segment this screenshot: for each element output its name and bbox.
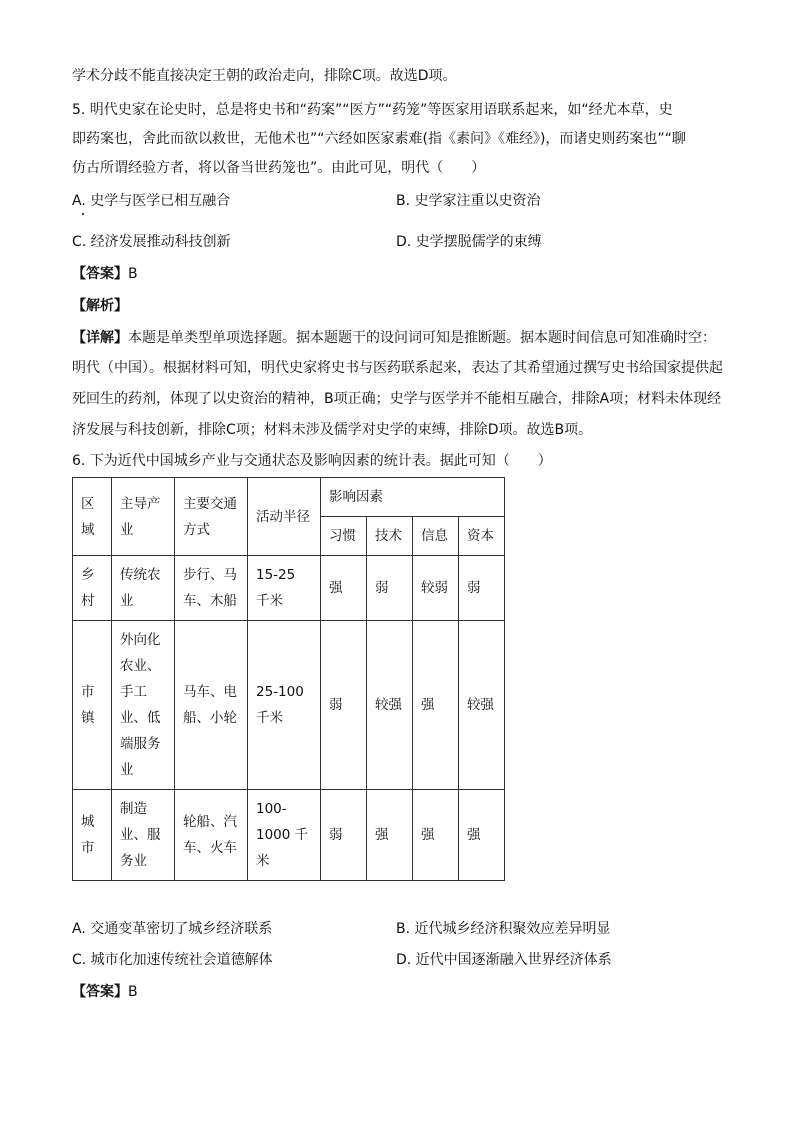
- detail-5-line: 明代（中国）。根据材料可知，明代史家将史书与医药联系起来，表达了其希望通过撰写史书给国家提供起: [72, 360, 723, 376]
- table-header-row: [73, 478, 505, 517]
- q5-option-b: B. 史学家注重以史资治: [396, 193, 541, 209]
- cell-region: 市镇: [73, 621, 112, 790]
- cell-info: 强: [413, 621, 459, 790]
- header-info: 信息: [413, 517, 459, 556]
- cell-habit: 弱: [321, 621, 367, 790]
- cell-transport: 步行、马车、木船: [175, 556, 248, 621]
- cell-capital: 弱: [459, 556, 505, 621]
- cell-habit: 强: [321, 556, 367, 621]
- cell-habit: 弱: [321, 790, 367, 881]
- analysis-tag: 【解析】: [72, 298, 128, 314]
- detail-text: 本题是单类型单项选择题。据本题题干的设问词可知是推断题。据本题时间信息可知准确时空：: [128, 330, 716, 346]
- cell-transport: 轮船、汽车、火车: [175, 790, 248, 881]
- answer-6: [72, 982, 732, 1002]
- table-row: [73, 556, 505, 621]
- answer-value: B: [128, 266, 138, 282]
- question-5-stem: 仿古所谓经验方者，将以备当世药笼也”。由此可见，明代（ ）: [72, 160, 486, 176]
- stray-dot: [82, 213, 84, 215]
- header-tech: 技术: [367, 517, 413, 556]
- cell-capital: 强: [459, 790, 505, 881]
- cell-tech: 较强: [367, 621, 413, 790]
- detail-5-line: [72, 328, 732, 348]
- header-industry: 主导产业: [112, 478, 175, 556]
- detail-5-line: 济发展与科技创新，排除C项；材料未涉及儒学对史学的束缚，排除D项。故选B项。: [72, 422, 593, 438]
- answer-value: B: [128, 984, 138, 1000]
- table-row: [73, 790, 505, 881]
- answer-tag: 【答案】: [72, 984, 128, 1000]
- header-factors: 影响因素: [321, 478, 505, 517]
- detail-5-line: 死回生的药剂，体现了以史资治的精神，B项正确；史学与医学并不能相互融合，排除A项；材料未体现经: [72, 391, 722, 407]
- question-6-stem: 6. 下为近代中国城乡产业与交通状态及影响因素的统计表。据此可知（ ）: [72, 453, 552, 469]
- question-5-stem: 即药案也，舍此而欲以救世，无他术也”“六经如医家素难(指《素问》《难经》)，而诸史则药案也”“聊: [72, 131, 686, 147]
- q6-option-d: D. 近代中国逐渐融入世界经济体系: [396, 952, 612, 968]
- cell-industry: 传统农业: [112, 556, 175, 621]
- q5-option-a: A. 史学与医学已相互融合: [72, 193, 231, 209]
- cell-industry: 外向化农业、手工业、低端服务业: [112, 621, 175, 790]
- answer-5: [72, 264, 732, 284]
- cell-info: 较弱: [413, 556, 459, 621]
- question-5-stem: 5. 明代史家在论史时，总是将史书和“药案”“医方”“药笼”等医家用语联系起来，如“经尤本草，史: [72, 102, 673, 118]
- q6-option-c: C. 城市化加速传统社会道德解体: [72, 952, 273, 968]
- header-region: 区域: [73, 478, 112, 556]
- text-line: 学术分歧不能直接决定王朝的政治走向，排除C项。故选D项。: [72, 68, 457, 84]
- cell-industry: 制造业、服务业: [112, 790, 175, 881]
- cell-tech: 强: [367, 790, 413, 881]
- cell-tech: 弱: [367, 556, 413, 621]
- header-capital: 资本: [459, 517, 505, 556]
- cell-radius: 100-1000 千米: [248, 790, 321, 881]
- analysis-5: [72, 296, 732, 316]
- header-radius: 活动半径: [248, 478, 321, 556]
- cell-region: 乡村: [73, 556, 112, 621]
- cell-info: 强: [413, 790, 459, 881]
- cell-region: 城市: [73, 790, 112, 881]
- statistics-table: [72, 477, 505, 881]
- table-row: [73, 621, 505, 790]
- q6-option-a: A. 交通变革密切了城乡经济联系: [72, 921, 273, 937]
- header-transport: 主要交通方式: [175, 478, 248, 556]
- header-habit: 习惯: [321, 517, 367, 556]
- q6-option-b: B. 近代城乡经济积聚效应差异明显: [396, 921, 611, 937]
- cell-capital: 较强: [459, 621, 505, 790]
- q5-option-d: D. 史学摆脱儒学的束缚: [396, 234, 542, 250]
- detail-tag: 【详解】: [72, 330, 128, 346]
- q5-option-c: C. 经济发展推动科技创新: [72, 234, 231, 250]
- cell-radius: 15-25 千米: [248, 556, 321, 621]
- cell-radius: 25-100 千米: [248, 621, 321, 790]
- answer-tag: 【答案】: [72, 266, 128, 282]
- cell-transport: 马车、电船、小轮: [175, 621, 248, 790]
